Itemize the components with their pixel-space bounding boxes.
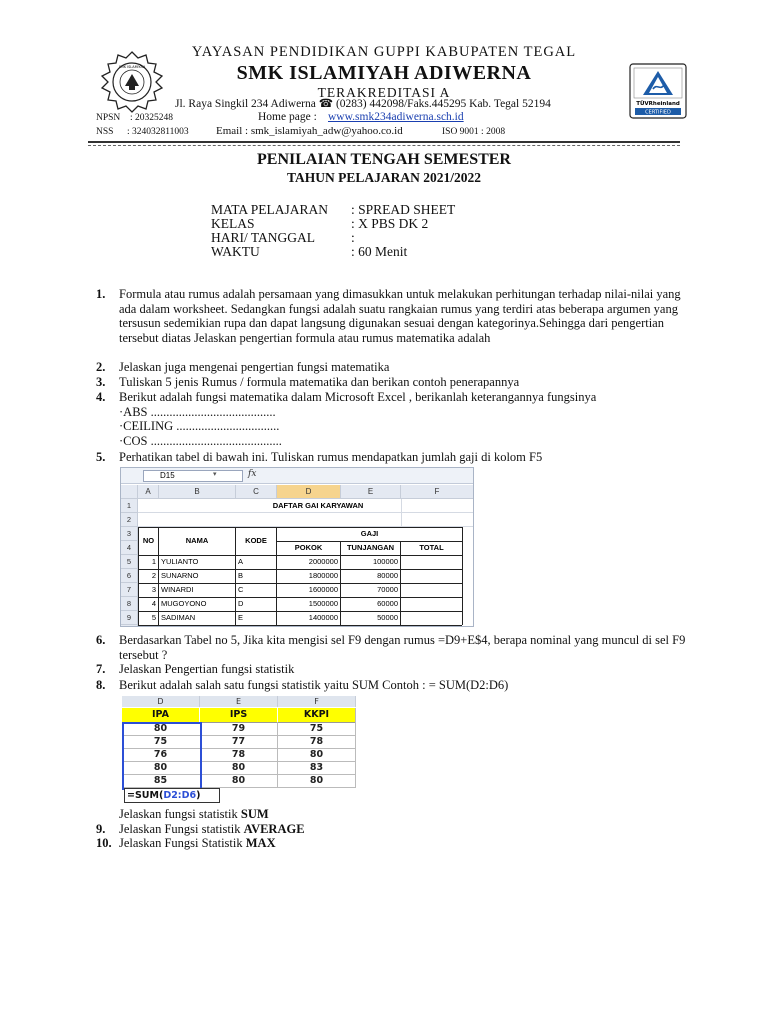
question-text: Formula atau rumus adalah persamaan yang dimasukkan untuk melakukan perhitungan terhadap nilai-nilai yang ada dalam worksheet. Sedangkan fungsi adalah suatu rangkaian rumus yang terdiri atas beberapa argumen yang tersusun sedemikian rupa dan dapat langsung digunakan sesuai dengan kategorinya.Sehingga dari pengertian tersebut diatas Jelaskan pengertian formula atau rumus matematika adalah xyxy=(119,287,681,345)
cell-ips: 80 xyxy=(231,762,246,773)
homepage-label: Home page : xyxy=(258,111,317,123)
formula-bar xyxy=(121,468,473,484)
info-label-class: KELAS xyxy=(211,216,255,231)
cell-ips: 80 xyxy=(231,775,246,786)
accreditation: TERAKREDITASI A xyxy=(317,85,451,100)
cell-kkpi: 80 xyxy=(309,749,324,760)
tuv-certified-logo xyxy=(629,63,687,119)
question-number: 2. xyxy=(96,360,106,374)
row-header[interactable]: 9 xyxy=(121,611,138,625)
q8-follow-text: Jelaskan fungsi statistik xyxy=(119,807,241,821)
cell-pokok: 2000000 xyxy=(308,557,338,566)
question-6 xyxy=(96,633,696,663)
email-text: Email : smk_islamiyah_adw@yahoo.co.id xyxy=(216,125,403,137)
formula-suffix: ) xyxy=(196,790,201,801)
question-text xyxy=(119,822,696,837)
cell-nama: MUGOYONO xyxy=(161,599,207,608)
cell-pokok: 1500000 xyxy=(308,599,338,608)
question-number: 6. xyxy=(96,633,106,647)
info-value-date: : xyxy=(351,230,355,245)
header-ips: IPS xyxy=(200,708,277,722)
cell-nama: YULIANTO xyxy=(161,557,199,566)
npsn-label: NPSN xyxy=(96,113,121,123)
column-header-f[interactable]: F xyxy=(401,485,474,499)
cell-no: 5 xyxy=(151,613,156,622)
head-pokok: POKOK xyxy=(294,543,323,552)
name-box[interactable]: D15 xyxy=(143,470,243,482)
question-9 xyxy=(96,822,696,837)
head-tunjangan: TUNJANGAN xyxy=(346,543,395,552)
svg-text:CERTIFIED: CERTIFIED xyxy=(645,109,671,116)
cell-kode: C xyxy=(238,585,244,594)
cell-ipa: 75 xyxy=(153,736,168,747)
cell-kkpi: 83 xyxy=(309,762,324,773)
question-text: Berdasarkan Tabel no 5, Jika kita mengisi sel F9 dengan rumus =D9+E$4, berapa nominal yang muncul di sel F9 tersebut ? xyxy=(119,633,686,662)
cell-ips: 79 xyxy=(231,723,246,734)
question-number: 5. xyxy=(96,450,106,464)
cell-ips: 78 xyxy=(231,749,246,760)
row-header[interactable]: 5 xyxy=(121,555,138,569)
question-4 xyxy=(96,390,696,405)
question-number: 1. xyxy=(96,287,106,301)
table-title: DAFTAR GAI KARYAWAN xyxy=(272,501,364,510)
row-header[interactable]: 4 xyxy=(121,541,138,555)
head-gaji: GAJI xyxy=(360,529,379,538)
question-number: 3. xyxy=(96,375,106,389)
iso-text: ISO 9001 : 2008 xyxy=(442,127,506,137)
npsn-value: : 20325248 xyxy=(130,113,174,123)
cell-ips: 77 xyxy=(231,736,246,747)
foundation-name: YAYASAN PENDIDIKAN GUPPI KABUPATEN TEGAL xyxy=(191,44,577,60)
row-header[interactable]: 1 xyxy=(121,499,138,513)
cell-tunjangan: 50000 xyxy=(377,613,398,622)
cell-no: 4 xyxy=(151,599,156,608)
q9-keyword: AVERAGE xyxy=(243,822,305,836)
column-header-c[interactable]: C xyxy=(236,485,277,499)
nss-label: NSS xyxy=(96,127,114,137)
salary-spreadsheet xyxy=(120,467,474,627)
info-value-class: : X PBS DK 2 xyxy=(351,216,429,231)
cell-ipa: 80 xyxy=(153,723,168,734)
cell-kode: D xyxy=(238,599,244,608)
question-text: Perhatikan tabel di bawah ini. Tuliskan rumus mendapatkan jumlah gaji di kolom F5 xyxy=(119,450,543,464)
scores-spreadsheet xyxy=(122,696,358,804)
cell-kode: B xyxy=(238,571,244,580)
header-kkpi: KKPI xyxy=(278,708,355,722)
cell-nama: SUNARNO xyxy=(161,571,199,580)
formula-range: D2:D6 xyxy=(163,790,197,801)
cell-pokok: 1600000 xyxy=(308,585,338,594)
question-3 xyxy=(96,375,696,390)
question-1 xyxy=(96,287,696,361)
info-label-time: WAKTU xyxy=(211,244,260,259)
question-2 xyxy=(96,360,696,375)
cell-no: 2 xyxy=(151,571,156,580)
head-no: NO xyxy=(142,536,155,545)
cell-ipa: 85 xyxy=(153,775,168,786)
formula-prefix: =SUM( xyxy=(127,790,164,801)
homepage-link[interactable]: www.smk234adiwerna.sch.id xyxy=(328,111,464,123)
question-text xyxy=(119,836,696,851)
q4-item-ceiling: ·CEILING ................................. xyxy=(119,419,280,433)
row-header[interactable]: 3 xyxy=(121,527,138,541)
question-text: Berikut adalah fungsi matematika dalam Microsoft Excel , berikanlah keterangannya fungsinya xyxy=(119,390,597,404)
q10-keyword: MAX xyxy=(245,836,276,850)
q9-text: Jelaskan Fungsi statistik xyxy=(119,822,244,836)
column-header-e[interactable]: E xyxy=(200,696,278,707)
cell-kkpi: 80 xyxy=(309,775,324,786)
cell-tunjangan: 70000 xyxy=(377,585,398,594)
svg-text:TÜVRheinland: TÜVRheinland xyxy=(636,101,680,107)
question-number: 9. xyxy=(96,822,106,836)
cell-kode: A xyxy=(238,557,244,566)
cell-tunjangan: 100000 xyxy=(372,557,398,566)
column-header-d[interactable]: D xyxy=(277,485,341,499)
cell-nama: WINARDI xyxy=(161,585,194,594)
school-name: SMK ISLAMIYAH ADIWERNA xyxy=(236,62,532,84)
info-value-time: : 60 Menit xyxy=(351,244,408,259)
question-number: 4. xyxy=(96,390,106,404)
q8-follow-up xyxy=(119,807,269,822)
question-number: 10. xyxy=(96,836,112,850)
academic-year: TAHUN PELAJARAN 2021/2022 xyxy=(286,170,481,185)
header-divider-dashed xyxy=(88,145,680,146)
school-logo xyxy=(92,50,172,114)
question-text: Jelaskan juga mengenai pengertian fungsi matematika xyxy=(119,360,390,374)
question-5 xyxy=(96,450,696,465)
column-header-d[interactable]: D xyxy=(122,696,200,707)
info-value-subject: : SPREAD SHEET xyxy=(351,202,456,217)
head-total: TOTAL xyxy=(419,543,444,552)
question-text: Tuliskan 5 jenis Rumus / formula matematika dan berikan contoh penerapannya xyxy=(119,375,520,389)
cell-ipa: 80 xyxy=(153,762,168,773)
nss-value: : 324032811003 xyxy=(127,127,189,137)
sum-formula-cell[interactable] xyxy=(124,788,220,803)
question-text: Berikut adalah salah satu fungsi statistik yaitu SUM Contoh : = SUM(D2:D6) xyxy=(119,678,509,692)
cell-kkpi: 75 xyxy=(309,723,324,734)
column-header-a[interactable]: A xyxy=(138,485,159,499)
column-header-e[interactable]: E xyxy=(341,485,401,499)
question-10 xyxy=(96,836,696,851)
chevron-down-icon[interactable]: ▾ xyxy=(213,471,217,478)
head-nama: NAMA xyxy=(185,536,209,545)
question-7 xyxy=(96,662,696,677)
question-number: 7. xyxy=(96,662,106,676)
q4-item-cos: ·COS .......................................... xyxy=(119,434,282,448)
question-number: 8. xyxy=(96,678,106,692)
cell-nama: SADIMAN xyxy=(161,613,196,622)
select-all-corner[interactable] xyxy=(121,485,138,499)
q8-follow-keyword: SUM xyxy=(240,807,269,821)
cell-no: 1 xyxy=(151,557,156,566)
fx-icon[interactable]: fx xyxy=(248,469,257,479)
cell-pokok: 1800000 xyxy=(308,571,338,580)
column-header-b[interactable]: B xyxy=(159,485,236,499)
header-divider xyxy=(88,141,680,143)
q4-item-abs: ·ABS ........................................ xyxy=(119,405,276,419)
head-kode: KODE xyxy=(245,536,267,545)
header-ipa: IPA xyxy=(122,708,199,722)
school-address: Jl. Raya Singkil 234 Adiwerna ☎ (0283) 442098/Faks.445295 Kab. Tegal 52194 xyxy=(175,98,551,110)
row-header[interactable] xyxy=(121,625,138,627)
q10-text: Jelaskan Fungsi Statistik xyxy=(119,836,246,850)
row-header[interactable]: 2 xyxy=(121,513,138,527)
row-header[interactable]: 7 xyxy=(121,583,138,597)
row-header[interactable]: 8 xyxy=(121,597,138,611)
cell-no: 3 xyxy=(151,585,156,594)
column-header-f[interactable]: F xyxy=(278,696,356,707)
question-8 xyxy=(96,678,696,693)
cell-tunjangan: 60000 xyxy=(377,599,398,608)
svg-text:SMK ISLAMIYAH: SMK ISLAMIYAH xyxy=(118,65,146,69)
info-label-date: HARI/ TANGGAL xyxy=(211,230,316,245)
cell-kode: E xyxy=(238,613,244,622)
cell-ipa: 76 xyxy=(153,749,168,760)
row-header[interactable]: 6 xyxy=(121,569,138,583)
question-text: Jelaskan Pengertian fungsi statistik xyxy=(119,662,295,676)
info-label-subject: MATA PELAJARAN xyxy=(211,202,329,217)
cell-tunjangan: 80000 xyxy=(377,571,398,580)
cell-kkpi: 78 xyxy=(309,736,324,747)
exam-title: PENILAIAN TENGAH SEMESTER xyxy=(257,151,511,168)
cell-pokok: 1400000 xyxy=(308,613,338,622)
